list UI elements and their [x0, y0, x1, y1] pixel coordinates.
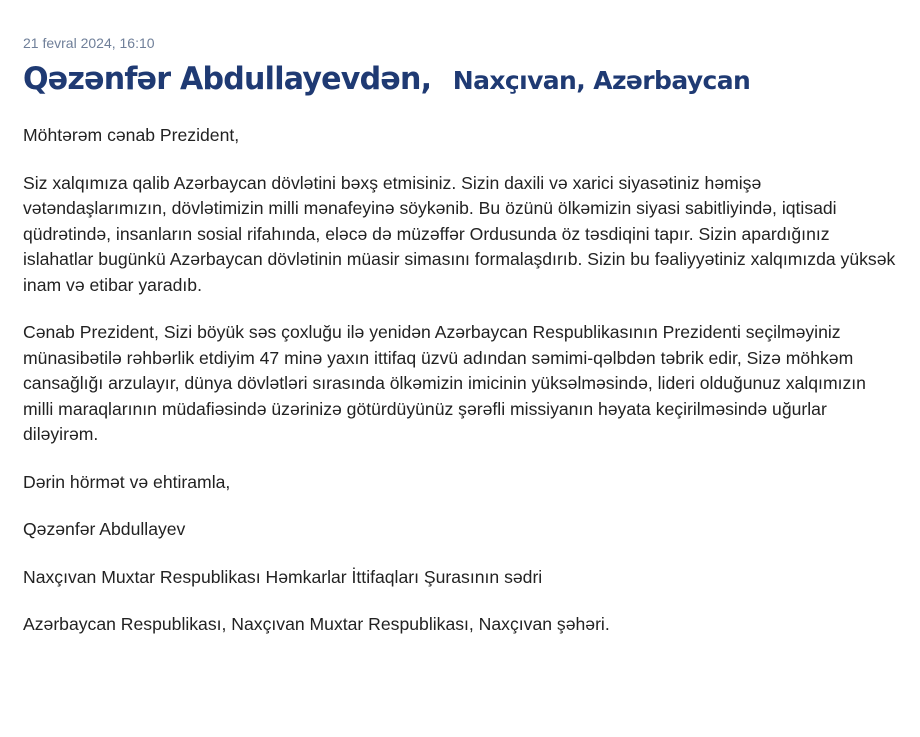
letter-heading — [23, 58, 900, 101]
signature-name: Qəzənfər Abdullayev — [23, 519, 186, 539]
salutation: Möhtərəm cənab Prezident, — [23, 125, 240, 145]
signature-title: Naxçıvan Muxtar Respublikası Həmkarlar İttifaqları Şurasının sədri — [23, 566, 543, 587]
sender-location: Naxçıvan, Azərbaycan — [452, 66, 751, 95]
publish-date: 21 fevral 2024, 16:10 — [23, 35, 155, 51]
letter-body — [23, 123, 900, 638]
closing: Dərin hörmət və ehtiramla, — [23, 471, 231, 492]
sender-name: Qəzənfər Abdullayevdən, — [23, 61, 432, 97]
paragraph-1: Siz xalqımıza qalib Azərbaycan dövlətini bəxş etmisiniz. Sizin daxili və xarici siyasətiniz həmişə vətəndaşlarımızın, dövlətimizin milli mənafeyinə söykənib. Bu özünü ölkəmizin siyasi sabitliyində, iqtisadi qüdrətində, insanların sosial rifahında, eləcə də müzəffər Ordusunda öz təsdiqini tapır. Sizin apardığınız islahatlar bugünkü Azərbaycan dövlətinin müasir simasını formalaşdırıb. Sizin bu fəaliyyətiniz xalqımızda yüksək inam və etibar yaradıb. — [23, 172, 896, 295]
paragraph-2: Cənab Prezident, Sizi böyük səs çoxluğu ilə yenidən Azərbaycan Respublikasının Prezidenti seçilməyiniz münasibətilə rəhbərlik etdiyim 47 minə yaxın ittifaq üzvü adından səmimi-qəlbdən təbrik edir, Sizə möhkəm cansağlığı arzulayır, dünya dövlətləri sırasında ölkəmizin imicinin yüksəlməsində, lideri olduğunuz xalqımızın milli maraqlarının müdafiəsində üzərinizə götürdüyünüz şərəfli missiyanın həyata keçirilməsində uğurlar diləyirəm. — [23, 322, 866, 444]
signature-address: Azərbaycan Respublikası, Naxçıvan Muxtar Respublikası, Naxçıvan şəhəri. — [23, 614, 610, 634]
